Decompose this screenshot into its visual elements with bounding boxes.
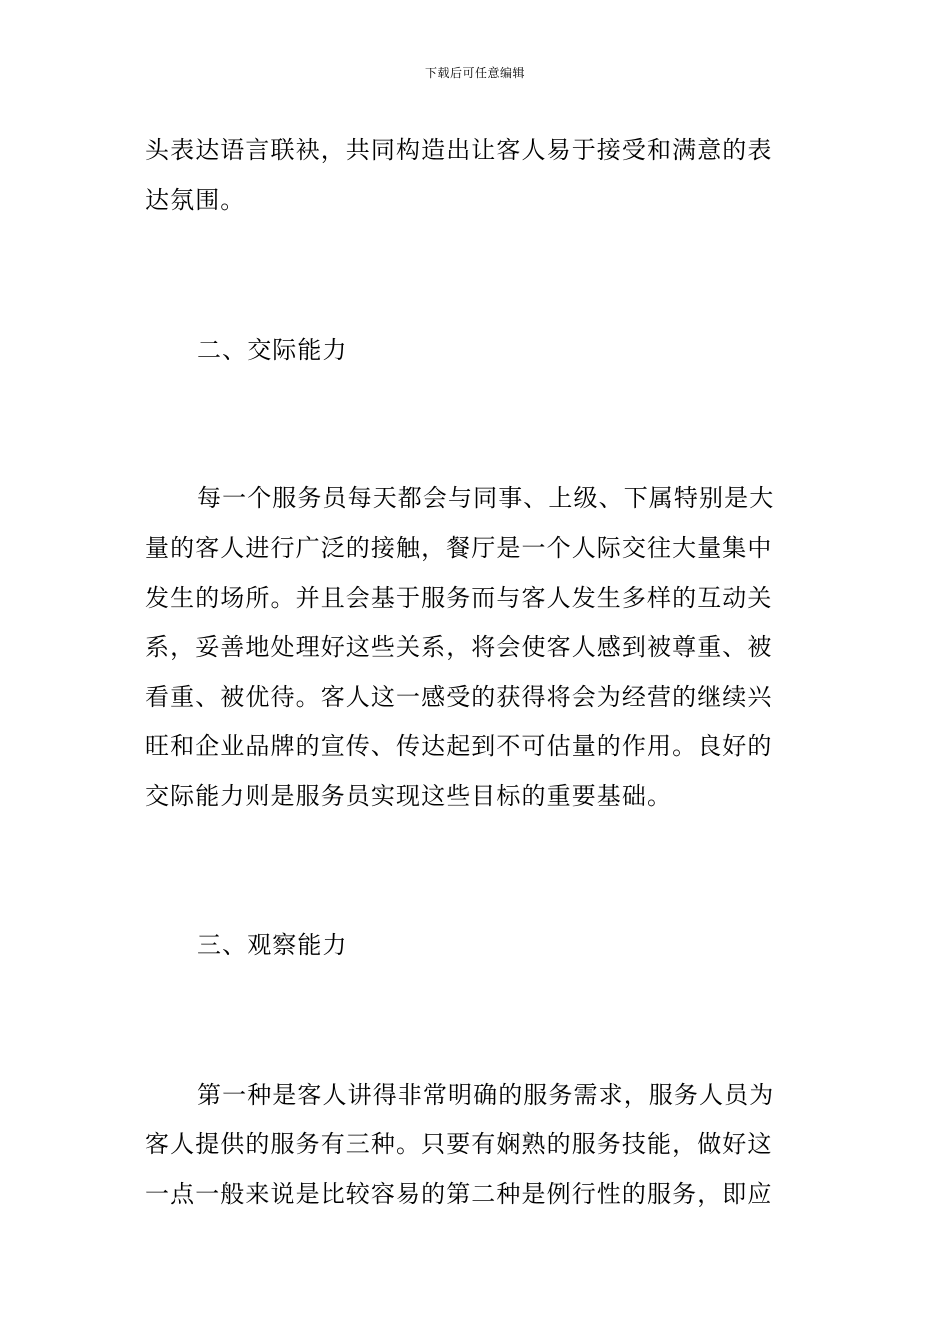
paragraph-2-line-7: 交际能力则是服务员实现这些目标的重要基础。 [145, 782, 673, 810]
paragraph-2-line-4: 系，妥善地处理好这些关系，将会使客人感到被尊重、被 [145, 633, 773, 661]
paragraph-3-line-2: 客人提供的服务有三种。只要有娴熟的服务技能，做好这 [145, 1130, 773, 1158]
paragraph-2-line-2: 量的客人进行广泛的接触，餐厅是一个人际交往大量集中 [145, 534, 773, 562]
paragraph-2-line-6: 旺和企业品牌的宣传、传达起到不可估量的作用。良好的 [145, 732, 773, 760]
paragraph-3-line-1: 第一种是客人讲得非常明确的服务需求，服务人员为 [197, 1081, 775, 1109]
paragraph-3-line-3: 一点一般来说是比较容易的第二种是例行性的服务，即应 [145, 1180, 773, 1208]
section-heading-3: 三、观察能力 [197, 931, 348, 959]
paragraph-2-line-3: 发生的场所。并且会基于服务而与客人发生多样的互动关 [145, 584, 773, 612]
paragraph-1-line-1: 头表达语言联袂，共同构造出让客人易于接受和满意的表 [145, 136, 773, 164]
paragraph-2-line-1: 每一个服务员每天都会与同事、上级、下属特别是大 [197, 484, 775, 512]
paragraph-2-line-5: 看重、被优待。客人这一感受的获得将会为经营的继续兴 [145, 683, 773, 711]
paragraph-1-line-2: 达氛围。 [145, 186, 246, 214]
section-heading-2: 二、交际能力 [197, 336, 348, 364]
page-header-note: 下载后可任意编辑 [424, 66, 525, 80]
